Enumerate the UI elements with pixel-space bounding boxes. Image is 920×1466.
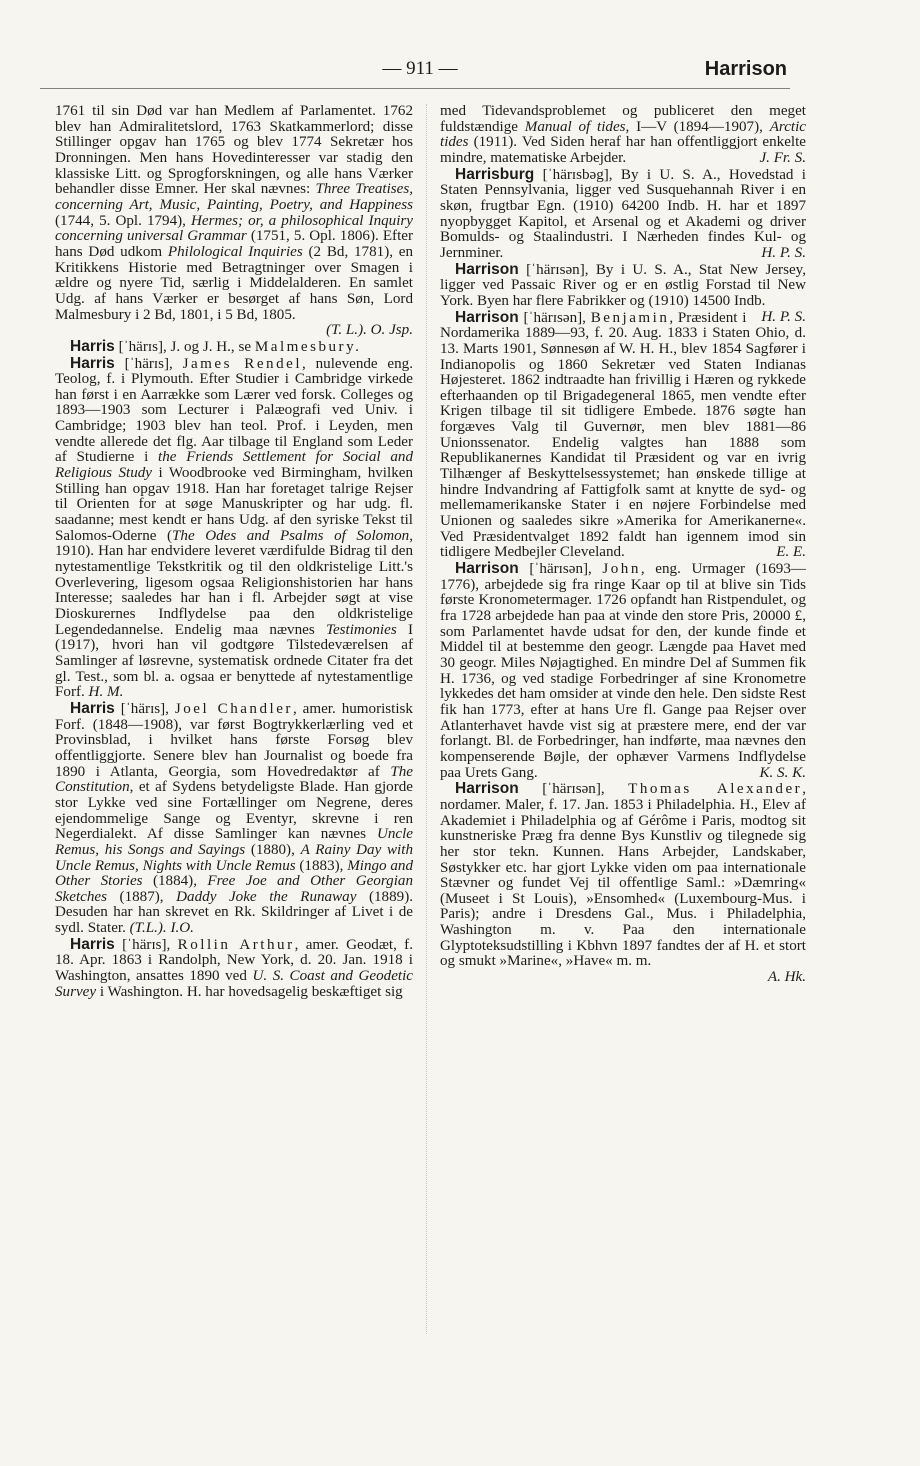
signature: J. Fr. S. <box>759 149 806 166</box>
entry-harris-james-rendel: Harris [ˈhärɪs], James Rendel, nulevende eng. Teolog, f. i Plymouth. Efter Studier i Cambridge virkede han først i en Aarrække som Lærer ved forsk. Colleges og 1893—1903 som Lecturer i Palæografi ved Univ. i Cambridge; 1903 blev han teol. Prof. i Leyden, men vendte allerede det flg. Aar tilbage til England som Leder af Studierne i the Friends Settlement for Social and Religious Study i Woodbrooke ved Birmingham, hvilken Stilling han opgav 1918. Han har foretaget talrige Rejser til Orienten for at søge Manuskripter og har udg. fl. saadanne; mest kendt er hans Udg. af den syriske Tekst til Salomos-Oderne (The Odes and Psalms of Solomon, 1910). Han har endvidere leveret værdifulde Bidrag til den nytestamentlige Tekstkritik og til den oldkristelige Litt.'s Overlevering, ligesom ogsaa Religionshistorien har hans Interesse; saaledes har han i fl. Arbejder søgt at vise Dioskurernes Indflydelse paa den oldkristelige Legendedannelse. Endelig maa nævnes Testimonies I (1917), hvori han vil godtgøre Tilstedeværelsen af Samlinger af løsrevne, systematisk ordnede Citater fra det gl. Test., som bl. a. ogsaa er benyttede af nytestamentlige Forf. H. M. <box>55 354 413 701</box>
entry-headword: Harris <box>70 935 115 953</box>
entry-harrison-john: Harrison [ˈhärɪsən], John, eng. Urmager (1693—1776), arbejdede sig fra ringe Kaar op til at blive sin Tids første Kronometermager. 1726 opfandt han Ristpendulet, og fra 1728 arbejdede han paa at vinde den store Pris, 20000 £, som Parlamentet havde udsat for den, der kunde finde et Middel til at bestemme den geogr. Længde paa Havet med 30 geogr. Miles Nøjagtighed. En mindre Del af Summen fik H. 1736, og ved stadige Forbedringer af sine Kronometre lykkedes det ham omsider at vinde den hele. Den sidste Rest fik han 1773, efter at hans Ure fl. Gange paa Rejser over Atlanterhavet havde vist sig at præstere mere, end der var forlangt. Bl. de Forbedringer, han indførte, maa nævnes den kompenserende Bøjle, der ophæver Varmens Indflydelse paa Urets Gang. K. S. K. <box>440 560 806 781</box>
entry-harris-joel-chandler: Harris [ˈhärɪs], Joel Chandler, amer. humoristisk Forf. (1848—1908), var først Bogtrykkerlærling ved et Provinsblad, i hvilket hans første Forsøg blev offentliggjorte. Senere blev han Journalist og boede fra 1890 i Atlanta, Georgia, som Hovedredaktør af The Constitution, et af Sydens betydeligste Blade. Han gjorde stor Lykke ved sine Fortællinger om Negrene, deres ejendommelige Sange og Eventyr, skrevne i ren Negerdialekt. Af disse Samlinger kan nævnes Uncle Remus, his Songs and Sayings (1880), A Rainy Day with Uncle Remus, Nights with Uncle Remus (1883), Mingo and Other Stories (1884), Free Joe and Other Georgian Sketches (1887), Daddy Joke the Runaway (1889). Desuden har han skrevet en Rk. Skildringer af Livet i de sydl. Stater. (T.L.). I.O. <box>55 699 414 937</box>
signature: A. Hk. <box>767 969 806 986</box>
entry-headword: Harrison <box>455 560 519 578</box>
signature: E. E. <box>776 544 806 561</box>
entry-headword: Harris <box>70 354 115 372</box>
person-name: Benjamin <box>590 309 670 326</box>
entry-malmesbury-continued: 1761 til sin Død var han Medlem af Parlamentet. 1762 blev han Admiralitetslord, 1763 Skatkammerlord; disse Stillinger opgav han 1765 og blev 1774 Sekretær hos Dronningen. Men hans Hovedinteresser var stadig den klassiske Litt. og Sprogforskningen, og alle hans Værker behandler disse Emner. Her skal nævnes: Three Treatises, concerning Art, Music, Painting, Poetry, and Happiness (1744, 5. Opl. 1794), Hermes; or, a philosophical Inquiry concerning universal Grammar (1751, 5. Opl. 1806). Efter hans Død udkom Philological Inquiries (2 Bd, 1781), en Kritikkens Historie med Betragtninger over Smagen i ældre og nyere Tid, særlig i Middelalderen. En samlet Udg. af hans Værker er besørget af hans Søn, Lord Malmesbury i 2 Bd, 1801, i 5 Bd, 1805. (T. L.). O. Jsp. <box>55 103 414 339</box>
signature: (T. L.). O. Jsp. <box>326 322 413 339</box>
entry-headword: Harrisburg <box>455 165 535 183</box>
person-name: Rollin Arthur <box>177 936 295 953</box>
cross-reference: Malmesbury. <box>254 338 362 355</box>
entry-harrison-new-jersey: Harrison [ˈhärɪsən], By i U. S. A., Stat New Jersey, ligger ved Passaic River og er en østlig Forstad til New York. Byen har flere Fabrikker og (1910) 14500 Indb. H. P. S. <box>440 260 806 325</box>
page-header <box>0 58 920 86</box>
entry-harris-jh: Harris [ˈhärɪs], J. og J. H., se Malmesbury. <box>70 337 362 355</box>
entry-headword: Harrison <box>455 308 519 326</box>
person-name: James Rendel <box>182 355 303 372</box>
signature: H. M. <box>88 684 124 701</box>
entry-harrison-thomas-alexander: Harrison [ˈhärɪsən], Thomas Alexander, nordamer. Maler, f. 17. Jan. 1853 i Philadelphia. H., Elev af Akademiet i Philadelphia og af Gérôme i Paris, modtog sit kunstneriske Præg fra denne Bys Kunstliv og tilegnede sig her stor tekn. Kunnen. Hans Arbejder, Landskaber, Søstykker etc. har gjort Lykke viden om paa internationale Stævner og fundet Vej til offentlige Saml.: »Dæmring« (Museet i St Louis), »Ensomhed« (Luxembourg-Mus. i Paris); andre i Dresdens Gal., Mus. i Philadelphia, Washington m. v. Paa den internationale Glyptoteksudstilling i Kbhvn 1897 fandtes der af H. et stort og smukt »Marine«, »Have« m. m. A. Hk. <box>440 780 806 986</box>
entry-headword: Harrison <box>455 260 519 278</box>
entry-headword: Harris <box>70 699 115 717</box>
header-rule <box>40 88 790 89</box>
entry-harris-rollin-arthur: Harris [ˈhärɪs], Rollin Arthur, amer. Geodæt, f. 18. Apr. 1863 i Randolph, New York, d. 20. Jan. 1918 i Washington, ansattes 1890 ved U. S. Coast and Geodetic Survey i Washington. H. har hovedsagelig beskæftiget sig <box>55 935 414 1000</box>
person-name: John <box>602 561 641 578</box>
page-number: — 911 — <box>382 58 458 79</box>
signature: H. P. S. <box>761 308 806 325</box>
signature: (T.L.). I.O. <box>129 920 194 937</box>
entry-headword: Harrison <box>455 780 519 798</box>
entry-harrisburg: Harrisburg [ˈhärɪsbəg], By i U. S. A., Hovedstad i Staten Pennsylvania, ligger ved Susquehannah River i en skøn, frugtbar Egn. (1910) 64200 Indb. H. har et 1897 nyopbygget Kapitol, et Arsenal og et Akademi og driver Bomulds- og Staalindustri. I Nærheden findes Kul- og Jernminer. H. P. S. <box>440 165 806 261</box>
person-name: Joel Chandler <box>174 700 293 717</box>
right-column <box>440 104 806 986</box>
column-divider <box>426 104 427 1334</box>
entry-harris-rollin-arthur-continued: med Tidevandsproblemet og publiceret den meget fuldstændige Manual of tides, I—V (1894—1907), Arctic tides (1911). Ved Siden heraf har han offentliggjort enkelte mindre, matematiske Arbejder. J. Fr. S. <box>440 103 807 166</box>
signature: K. S. K. <box>759 764 806 781</box>
left-column <box>55 104 413 1000</box>
signature: H. P. S. <box>761 244 806 261</box>
running-headword: Harrison <box>704 58 787 80</box>
entry-headword: Harris <box>70 337 115 355</box>
entry-harrison-benjamin: Harrison [ˈhärɪsən], Benjamin, Præsident i Nordamerika 1889—93, f. 20. Aug. 1833 i Staten Ohio, d. 13. Marts 1901, Sønnesøn af W. H. H., blev 1854 Sagfører i Indianopolis og 1860 Sekretær ved Staten Indianas Højesteret. 1862 indtraadte han frivillig i Hæren og rykkede efterhaanden op til Brigadegeneral 1865, men vendte efter Krigen tilbage til sit tidligere Embede. 1876 søgte han forgæves Valg til Guvernør, men blev 1881—86 Unionssenator. Endelig valgtes han 1888 som Republikanernes Kandidat til Præsident og var en ivrig Tilhænger af Beskyttelsessystemet; han ønskede tillige at hindre Indvandring af Fattigfolk samt at knytte de syd- og mellemamerikanske Stater i en nøjere Forbindelse med Unionen og saaledes sikre »Amerika for Amerikanerne«. Ved Præsidentvalget 1892 faldt han igennem imod sin tidligere Medbejler Cleveland. E. E. <box>440 308 806 561</box>
person-name: Thomas Alexander <box>628 781 803 798</box>
